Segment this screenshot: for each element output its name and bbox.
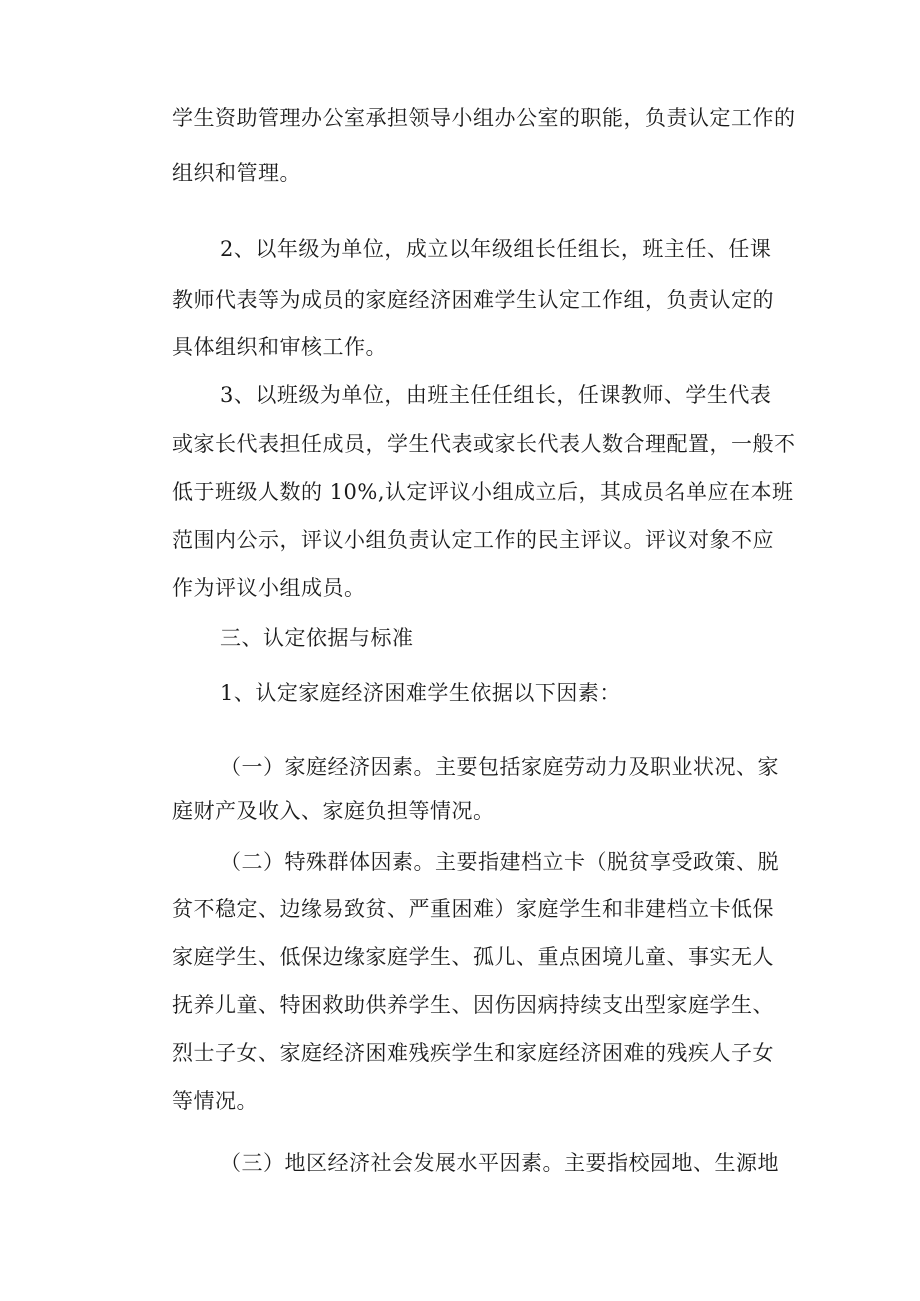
text-line: 烈士子女、家庭经济困难残疾学生和家庭经济困难的残疾人子女: [172, 1041, 774, 1065]
text-line: 具体组织和审核工作。: [172, 335, 387, 359]
text-line: 教师代表等为成员的家庭经济困难学生认定工作组，负责认定的: [172, 288, 774, 312]
text-line: （一）家庭经济因素。主要包括家庭劳动力及职业状况、家: [220, 755, 779, 779]
text-line: 低于班级人数的 10%,认定评议小组成立后，其成员名单应在本班: [172, 480, 794, 504]
text-line: 3、以班级为单位，由班主任任组长，任课教师、学生代表: [220, 383, 772, 407]
text-line: （三）地区经济社会发展水平因素。主要指校园地、生源地: [220, 1151, 779, 1175]
text-line: 等情况。: [172, 1089, 258, 1113]
text-line: 学生资助管理办公室承担领导小组办公室的职能，负责认定工作的: [172, 106, 796, 130]
text-line: （二）特殊群体因素。主要指建档立卡（脱贫享受政策、脱: [220, 850, 779, 874]
text-line: 或家长代表担任成员，学生代表或家长代表人数合理配置，一般不: [172, 432, 796, 456]
text-line: 1、认定家庭经济困难学生依据以下因素：: [220, 681, 621, 705]
text-line: 范围内公示，评议小组负责认定工作的民主评议。评议对象不应: [172, 528, 774, 552]
text-line: 贫不稳定、边缘易致贫、严重困难）家庭学生和非建档立卡低保: [172, 897, 774, 921]
text-line: 家庭学生、低保边缘家庭学生、孤儿、重点困境儿童、事实无人: [172, 945, 774, 969]
text-line: 庭财产及收入、家庭负担等情况。: [172, 799, 495, 823]
text-line: 作为评议小组成员。: [172, 576, 366, 600]
section-heading: 三、认定依据与标准: [220, 626, 414, 650]
text-line: 组织和管理。: [172, 161, 301, 185]
text-line: 抚养儿童、特困救助供养学生、因伤因病持续支出型家庭学生、: [172, 993, 774, 1017]
text-line: 2、以年级为单位，成立以年级组长任组长，班主任、任课: [220, 237, 772, 261]
